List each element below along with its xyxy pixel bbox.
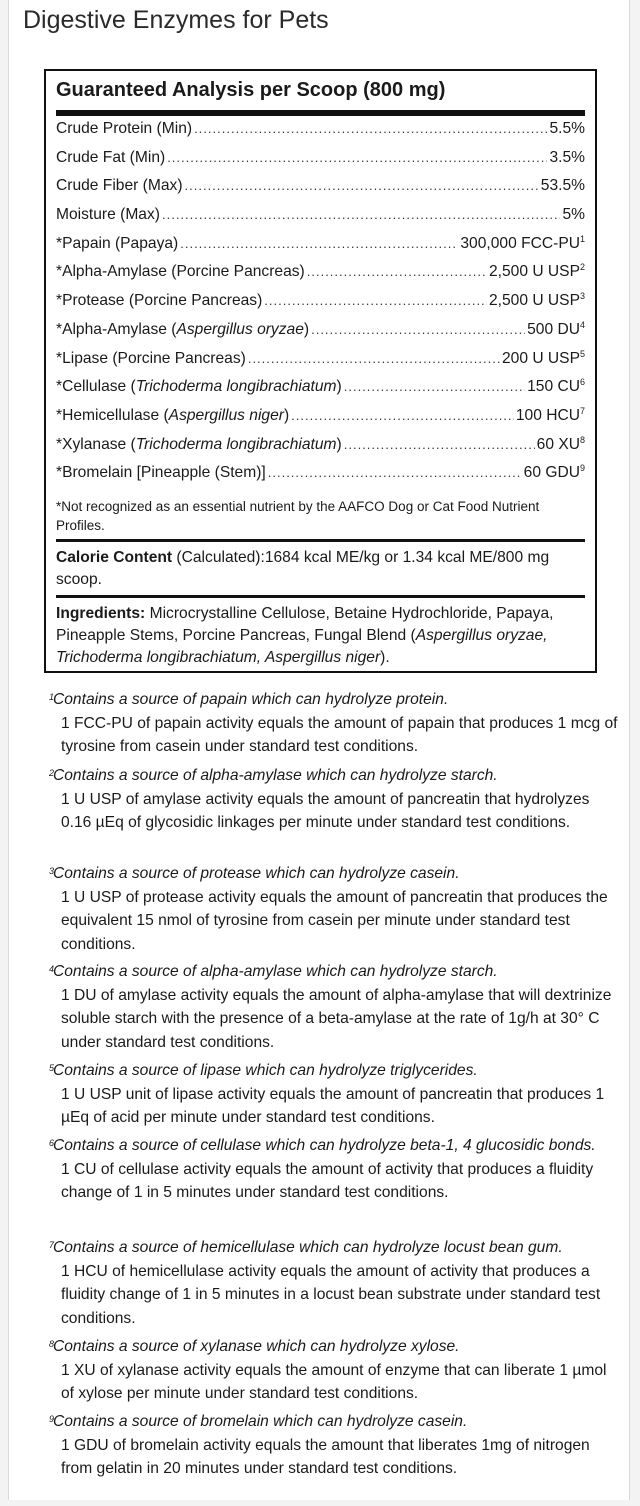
analysis-row	[56, 378, 585, 407]
footnote-number: 2	[49, 768, 55, 778]
footnote-heading: 4 Contains a source of alpha-amylase which can hydrolyze starch.	[53, 960, 623, 984]
guaranteed-analysis-panel	[44, 69, 597, 673]
footnote-body: 1 HCU of hemicellulase activity equals the amount of activity that produces a fluidity change of 1 in 5 minutes in a locust bean substrate under standard test conditions.	[61, 1262, 601, 1327]
analysis-row-name: Moisture (Max)	[56, 206, 160, 224]
analysis-row-value: 150 $CU^6$	[527, 377, 585, 396]
footnote-body: 1 FCC-PU of papain activity equals the amount of papain that produces 1 mcg of tyrosine from casein under standard test conditions.	[61, 714, 618, 755]
footnote	[49, 1335, 623, 1406]
footnote	[49, 764, 623, 835]
footnote-number: 9	[49, 1414, 55, 1424]
analysis-row	[56, 235, 585, 264]
analysis-row-name: *Protease (Porcine Pancreas)	[56, 292, 263, 310]
footnote-ref: 8	[579, 434, 585, 445]
calorie-label: Calorie Content	[56, 548, 173, 566]
footnote-body: 1 DU of amylase activity equals the amount of alpha-amylase that will dextrinize soluble starch with the presence of a beta-amylase at the rate of 1g/h at 30° C under standard test conditions.	[61, 986, 612, 1051]
analysis-row	[56, 292, 585, 321]
analysis-row-name: Crude Fat (Min)	[56, 148, 166, 166]
footnote-body: 1 XU of xylanase activity equals the amount of enzyme that can liberate 1 µmol of xylose per minute under standard test conditions.	[61, 1361, 607, 1402]
analysis-row	[56, 177, 585, 206]
analysis-row-value: 60 $XU^8$	[536, 434, 585, 453]
footnote	[49, 1236, 623, 1330]
aafco-note: *Not recognized as an essential nutrient by the AAFCO Dog or Cat Food Nutrient Profiles.	[56, 493, 585, 542]
footnote-number: 7	[49, 1240, 55, 1250]
footnote-body: 1 CU of cellulase activity equals the amount of activity that produces a fluidity change of 1 in 5 minutes under standard test conditions.	[61, 1160, 594, 1201]
analysis-row-name: Crude Protein (Min)	[56, 120, 193, 137]
leader-dots	[268, 465, 522, 480]
leader-dots	[264, 293, 487, 308]
footnote-heading: 3 Contains a source of protease which can hydrolyze casein.	[53, 862, 623, 886]
analysis-row-name: *Alpha-Amylase (Porcine Pancreas)	[56, 263, 305, 281]
footnote-heading: 8 Contains a source of xylanase which can hydrolyze xylose.	[53, 1335, 623, 1359]
footnote-ref: 5	[579, 348, 585, 359]
analysis-row	[56, 350, 585, 379]
analysis-row-value: 5.5%	[549, 120, 585, 137]
analysis-row-value: 53.5%	[540, 177, 585, 195]
leader-dots	[291, 408, 514, 423]
footnote-ref: 6	[579, 377, 585, 388]
analysis-row-value: 100 HCU$^7$	[515, 405, 585, 424]
footnote	[49, 862, 623, 956]
footnote	[49, 688, 623, 759]
footnote-ref: 3	[579, 291, 585, 302]
analysis-row-value: 2,500 U USP$^3$	[488, 291, 585, 310]
analysis-row-value: 2,500 U USP$^2$	[488, 262, 585, 281]
analysis-row-name: Crude Fiber (Max)	[56, 177, 183, 195]
footnote	[49, 1059, 623, 1130]
analysis-row	[56, 206, 585, 235]
ingredients-end: ).	[380, 648, 390, 666]
analysis-row-name: *Xylanase (Trichoderma longibrachiatum)	[56, 435, 342, 453]
ingredients-label: Ingredients:	[56, 604, 146, 622]
leader-dots	[344, 437, 535, 452]
footnote-ref: 4	[579, 319, 585, 330]
leader-dots	[248, 351, 500, 366]
analysis-row-value: 60 GDU$^9$	[523, 463, 585, 482]
analysis-row	[56, 263, 585, 292]
leader-dots	[185, 178, 539, 193]
analysis-row-value: 300,000 FCC-$PU^1$	[460, 233, 585, 252]
analysis-row-name: *Bromelain [Pineapple (Stem)]	[56, 464, 266, 482]
analysis-rows	[56, 116, 585, 493]
analysis-row-name: *Cellulase (Trichoderma longibrachiatum)	[56, 378, 342, 396]
footnote-heading: 2 Contains a source of alpha-amylase which can hydrolyze starch.	[53, 764, 623, 788]
ingredients-text: Microcrystalline Cellulose, Betaine Hydrochloride, Papaya, Pineapple Stems, Porcine Pancreas, Fungal Blend (	[56, 604, 554, 644]
footnote-body: 1 U USP of protease activity equals the amount of pancreatin that produces the equivalent 15 nmol of tyrosine from casein per minute under standard test conditions.	[61, 888, 608, 953]
calorie-content	[56, 542, 585, 598]
leader-dots	[167, 150, 547, 165]
analysis-row	[56, 321, 585, 350]
analysis-row-name: *Lipase (Porcine Pancreas)	[56, 349, 246, 367]
analysis-row-value: 500 $DU^4$	[527, 319, 585, 338]
analysis-row-value: 200 U USP$^5$	[501, 348, 585, 367]
footnote	[49, 960, 623, 1054]
footnote-heading: 7 Contains a source of hemicellulase which can hydrolyze locust bean gum.	[53, 1236, 623, 1260]
leader-dots	[194, 121, 547, 136]
analysis-row	[56, 149, 585, 178]
leader-dots	[344, 379, 525, 394]
footnote-number: 3	[49, 866, 55, 876]
footnote-heading: 5 Contains a source of lipase which can hydrolyze triglycerides.	[53, 1059, 623, 1083]
analysis-row-value: 3.5%	[549, 148, 585, 166]
analysis-row	[56, 464, 585, 493]
product-sheet	[8, 0, 630, 1500]
footnote	[49, 1410, 623, 1481]
leader-dots	[311, 322, 525, 337]
footnote-heading: 1 Contains a source of papain which can hydrolyze protein.	[53, 688, 623, 712]
analysis-row	[56, 120, 585, 149]
analysis-row-name: *Hemicellulase (Aspergillus niger)	[56, 406, 290, 424]
footnote-ref: 2	[579, 262, 585, 273]
analysis-row-name: *Alpha-Amylase (Aspergillus oryzae)	[56, 320, 310, 338]
leader-dots	[307, 264, 487, 279]
leader-dots	[180, 236, 458, 251]
footnote-number: 4	[49, 964, 55, 974]
footnote-number: 5	[49, 1063, 55, 1073]
footnote-body: 1 U USP unit of lipase activity equals the amount of pancreatin that produces 1 µEq of acid per minute under standard test conditions.	[61, 1085, 605, 1126]
footnote-number: 1	[49, 692, 55, 702]
footnote-ref: 1	[579, 233, 585, 244]
footnote-number: 6	[49, 1138, 55, 1148]
analysis-heading: Guaranteed Analysis per Scoop (800 mg)	[56, 71, 585, 116]
footnote-heading: 6 Contains a source of cellulase which can hydrolyze beta-1, 4 glucosidic bonds.	[53, 1134, 623, 1158]
calorie-text: (Calculated):1684 kcal ME/kg or 1.34 kcal ME/800 mg scoop.	[56, 548, 550, 588]
footnote-body: 1 U USP of amylase activity equals the amount of pancreatin that hydrolyzes 0.16 µEq of glycosidic linkages per minute under standard test conditions.	[61, 790, 590, 831]
footnote-heading: 9 Contains a source of bromelain which can hydrolyze casein.	[53, 1410, 623, 1434]
footnote-body: 1 GDU of bromelain activity equals the amount that liberates 1mg of nitrogen from gelatin in 20 minutes under standard test conditions.	[61, 1436, 590, 1477]
ingredients	[56, 598, 585, 669]
footnote	[49, 1134, 623, 1205]
footnote-ref: 9	[579, 463, 585, 474]
footnote-ref: 7	[579, 405, 585, 416]
leader-dots	[162, 207, 560, 222]
footnote-number: 8	[49, 1339, 55, 1349]
analysis-row-name: *Papain (Papaya)	[56, 234, 179, 252]
ingredients-italic: Aspergillus oryzae, Trichoderma longibrachiatum, Aspergillus niger	[56, 626, 548, 666]
analysis-row	[56, 407, 585, 436]
page-title: Digestive Enzymes for Pets	[23, 6, 329, 34]
analysis-row	[56, 436, 585, 465]
analysis-row-value: 5%	[562, 206, 585, 224]
